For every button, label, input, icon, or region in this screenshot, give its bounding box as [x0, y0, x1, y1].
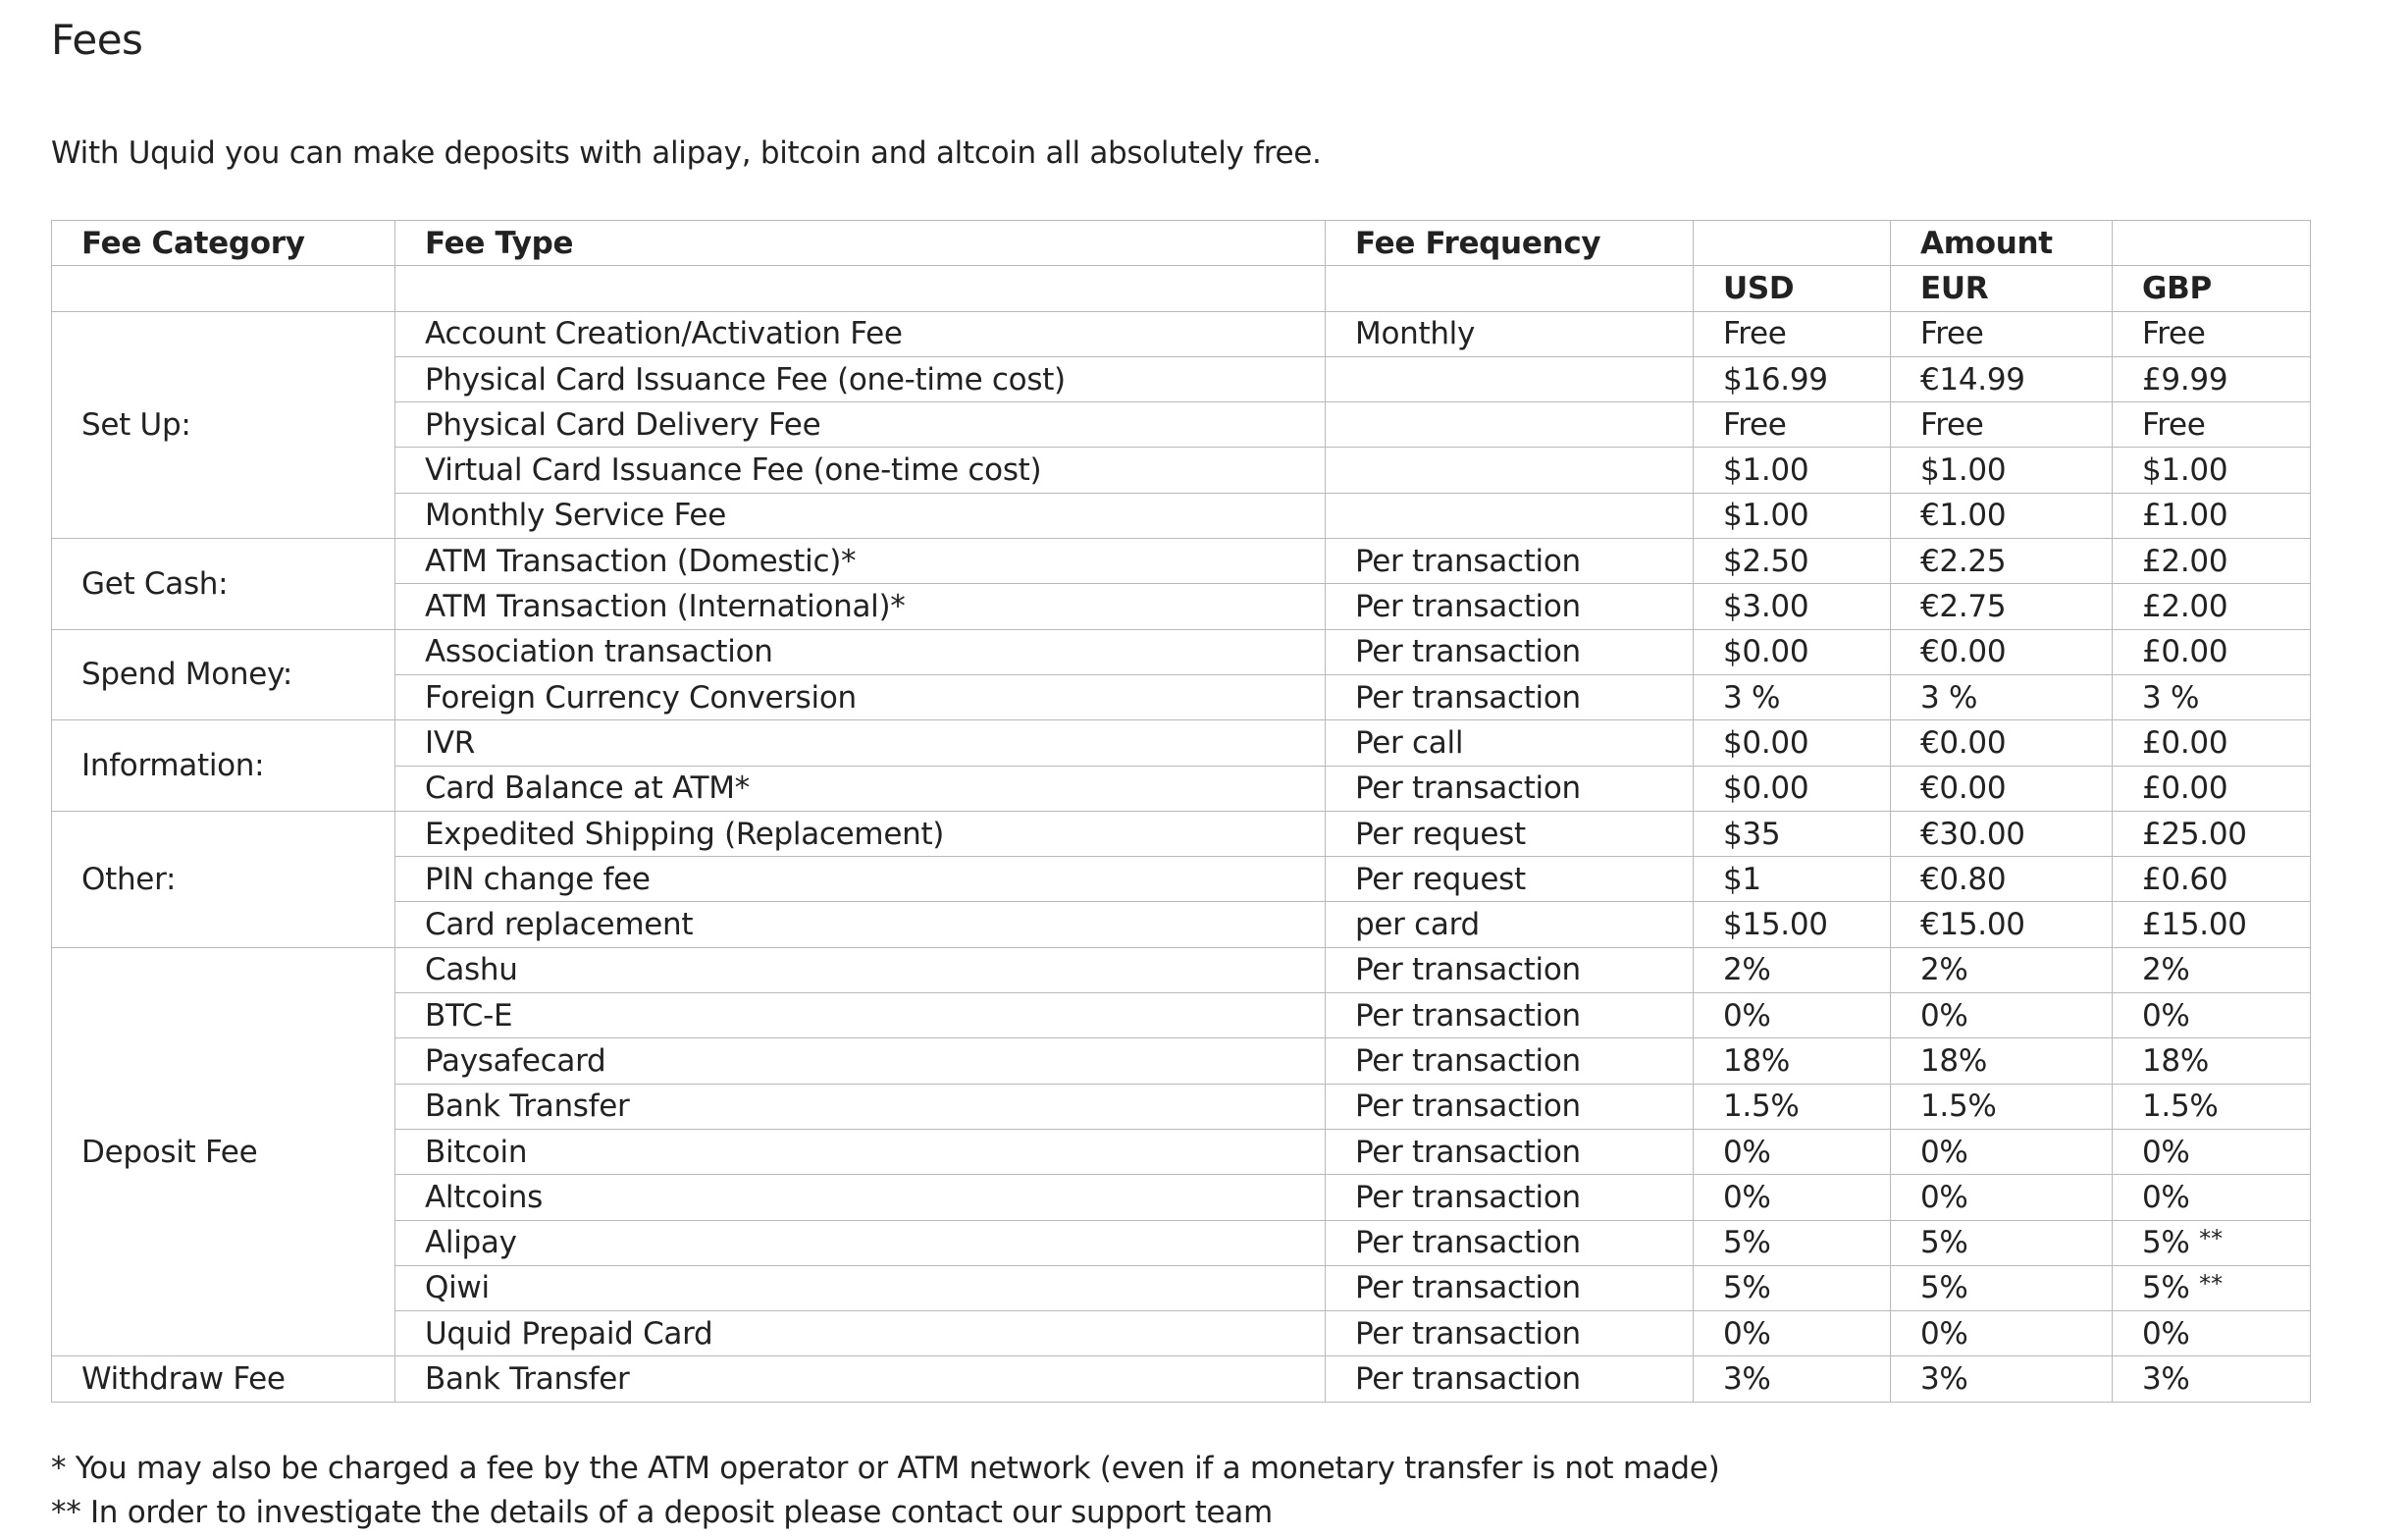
amount-gbp-value: $1.00	[2142, 452, 2228, 489]
fee-type-value: Foreign Currency Conversion	[425, 679, 857, 716]
fee-category-cell: Get Cash:	[52, 539, 395, 630]
amount-usd-value: $2.50	[1723, 543, 1809, 579]
fee-type-cell	[395, 1220, 1326, 1265]
amount-usd-cell	[1694, 1175, 1891, 1220]
fee-frequency-cell	[1326, 1311, 1694, 1356]
fee-type-cell	[395, 1175, 1326, 1220]
amount-gbp-value: £9.99	[2142, 361, 2228, 398]
amount-usd-cell	[1694, 584, 1891, 629]
amount-gbp-cell	[2113, 857, 2311, 902]
amount-gbp-cell	[2113, 629, 2311, 674]
amount-eur-value: Free	[1920, 316, 1984, 352]
amount-usd-value: 0%	[1723, 1134, 1771, 1170]
fee-frequency-value: per card	[1355, 907, 1480, 943]
fee-type-value: Physical Card Delivery Fee	[425, 406, 821, 443]
fee-frequency-value: Per transaction	[1355, 997, 1581, 1034]
amount-eur-value: 3 %	[1920, 679, 1978, 716]
fee-type-value: Virtual Card Issuance Fee (one-time cost)	[425, 452, 1042, 489]
table-row	[52, 629, 2311, 674]
amount-gbp-cell	[2113, 993, 2311, 1038]
footnote-marker: **	[2199, 1225, 2224, 1253]
amount-gbp-value: 2%	[2142, 952, 2190, 988]
amount-eur-value: Free	[1920, 406, 1984, 443]
amount-gbp-cell	[2113, 1311, 2311, 1356]
amount-usd-cell	[1694, 448, 1891, 493]
fee-frequency-cell	[1326, 1129, 1694, 1174]
amount-gbp-value: 3%	[2142, 1361, 2190, 1398]
amount-eur-cell	[1891, 1129, 2113, 1174]
fee-type-value: IVR	[425, 724, 475, 761]
footnote-deposit: ** In order to investigate the details of a deposit please contact our support team	[51, 1495, 1273, 1530]
fee-type-cell	[395, 902, 1326, 947]
amount-gbp-value: 1.5%	[2142, 1088, 2219, 1125]
amount-eur-cell	[1891, 1175, 2113, 1220]
amount-eur-value: €0.80	[1920, 861, 2007, 897]
amount-usd-value: $1	[1723, 861, 1761, 897]
amount-gbp-cell	[2113, 1265, 2311, 1310]
amount-eur-cell	[1891, 1084, 2113, 1129]
fee-frequency-cell	[1326, 766, 1694, 811]
amount-eur-value: 5%	[1920, 1225, 1968, 1261]
amount-usd-cell	[1694, 1220, 1891, 1265]
amount-gbp-cell	[2113, 1129, 2311, 1174]
amount-usd-value: $16.99	[1723, 361, 1828, 398]
fee-type-value: Bank Transfer	[425, 1361, 630, 1398]
amount-gbp-cell	[2113, 902, 2311, 947]
amount-eur-value: 0%	[1920, 1134, 1968, 1170]
amount-eur-value: 0%	[1920, 1179, 1968, 1215]
amount-gbp-value: £0.60	[2142, 861, 2228, 897]
fee-frequency-cell	[1326, 857, 1694, 902]
table-row	[52, 1356, 2311, 1402]
currency-header-row	[52, 266, 2311, 311]
amount-eur-cell	[1891, 356, 2113, 401]
amount-eur-value: €30.00	[1920, 816, 2025, 852]
amount-eur-cell	[1891, 947, 2113, 992]
fee-category-cell: Set Up:	[52, 311, 395, 538]
amount-gbp-value: 0%	[2142, 1134, 2190, 1170]
amount-usd-value: 0%	[1723, 997, 1771, 1034]
fee-type-cell	[395, 1311, 1326, 1356]
amount-usd-value: 18%	[1723, 1042, 1791, 1079]
amount-usd-value: 1.5%	[1723, 1088, 1800, 1125]
amount-gbp-value: £1.00	[2142, 498, 2228, 534]
fee-frequency-value: Per transaction	[1355, 679, 1581, 716]
amount-eur-cell	[1891, 493, 2113, 538]
fee-type-cell	[395, 493, 1326, 538]
amount-usd-value: 5%	[1723, 1225, 1771, 1261]
fee-type-value: ATM Transaction (Domestic)*	[425, 543, 857, 579]
fee-category-cell: Other:	[52, 811, 395, 947]
fee-type-value: Expedited Shipping (Replacement)	[425, 816, 945, 852]
amount-eur-value: €2.75	[1920, 589, 2007, 625]
fee-frequency-value: Per transaction	[1355, 1225, 1581, 1261]
fee-type-value: Cashu	[425, 952, 518, 988]
fee-frequency-cell	[1326, 947, 1694, 992]
fees-table	[51, 220, 2311, 1403]
amount-gbp-value: £0.00	[2142, 770, 2228, 807]
fee-category-cell: Spend Money:	[52, 629, 395, 720]
header-fee-category: Fee Category	[52, 221, 395, 266]
amount-gbp-cell	[2113, 947, 2311, 992]
amount-usd-value: $15.00	[1723, 907, 1828, 943]
amount-eur-cell	[1891, 993, 2113, 1038]
subheader-empty	[52, 266, 395, 311]
fee-frequency-value: Per transaction	[1355, 543, 1581, 579]
header-amount: Amount	[1891, 221, 2113, 266]
fee-frequency-value: Per request	[1355, 861, 1526, 897]
fee-frequency-cell	[1326, 356, 1694, 401]
fee-type-value: BTC-E	[425, 997, 513, 1034]
fee-frequency-value: Per transaction	[1355, 952, 1581, 988]
amount-eur-value: €0.00	[1920, 634, 2007, 670]
subheader-empty	[1326, 266, 1694, 311]
fee-type-cell	[395, 1356, 1326, 1402]
fee-category-cell: Deposit Fee	[52, 947, 395, 1356]
table-header-row	[52, 221, 2311, 266]
fee-type-value: Bank Transfer	[425, 1088, 630, 1125]
fee-frequency-value: Per transaction	[1355, 1361, 1581, 1398]
fee-type-value: Bitcoin	[425, 1134, 528, 1170]
fee-type-cell	[395, 674, 1326, 719]
fee-type-cell	[395, 356, 1326, 401]
amount-eur-value: $1.00	[1920, 452, 2007, 489]
fee-frequency-value: Per transaction	[1355, 1179, 1581, 1215]
fee-type-cell	[395, 947, 1326, 992]
amount-gbp-value: 5%	[2142, 1270, 2190, 1306]
fee-frequency-cell	[1326, 539, 1694, 584]
fee-frequency-cell	[1326, 629, 1694, 674]
amount-usd-value: 0%	[1723, 1315, 1771, 1352]
amount-gbp-value: £15.00	[2142, 907, 2247, 943]
fee-frequency-cell	[1326, 993, 1694, 1038]
amount-eur-value: 3%	[1920, 1361, 1968, 1398]
amount-gbp-cell	[2113, 356, 2311, 401]
table-row	[52, 311, 2311, 356]
fee-type-value: PIN change fee	[425, 861, 651, 897]
fee-frequency-cell	[1326, 902, 1694, 947]
amount-eur-value: €0.00	[1920, 770, 2007, 807]
fee-type-value: Association transaction	[425, 634, 773, 670]
amount-usd-value: $3.00	[1723, 589, 1809, 625]
amount-eur-cell	[1891, 1038, 2113, 1084]
amount-eur-cell	[1891, 539, 2113, 584]
amount-gbp-cell	[2113, 1175, 2311, 1220]
fee-category-cell: Withdraw Fee	[52, 1356, 395, 1402]
fee-frequency-value: Per request	[1355, 816, 1526, 852]
amount-usd-value: Free	[1723, 316, 1787, 352]
amount-eur-cell	[1891, 1220, 2113, 1265]
fee-frequency-cell	[1326, 720, 1694, 766]
fee-type-value: Account Creation/Activation Fee	[425, 316, 903, 352]
amount-usd-value: $0.00	[1723, 634, 1809, 670]
amount-gbp-value: 0%	[2142, 1179, 2190, 1215]
amount-usd-cell	[1694, 356, 1891, 401]
intro-text: With Uquid you can make deposits with alipay, bitcoin and altcoin all absolutely free.	[51, 135, 1322, 171]
fee-frequency-cell	[1326, 493, 1694, 538]
fee-type-cell	[395, 1084, 1326, 1129]
amount-gbp-value: £2.00	[2142, 589, 2228, 625]
amount-eur-cell	[1891, 857, 2113, 902]
amount-usd-value: $0.00	[1723, 770, 1809, 807]
amount-eur-value: 2%	[1920, 952, 1968, 988]
amount-eur-cell	[1891, 766, 2113, 811]
amount-gbp-cell	[2113, 1220, 2311, 1265]
fee-frequency-value: Per transaction	[1355, 1042, 1581, 1079]
fee-type-cell	[395, 1038, 1326, 1084]
fee-frequency-value: Per transaction	[1355, 589, 1581, 625]
amount-eur-cell	[1891, 584, 2113, 629]
footnote-marker: **	[2199, 1270, 2224, 1299]
amount-usd-value: $0.00	[1723, 724, 1809, 761]
subheader-empty	[395, 266, 1326, 311]
table-row	[52, 720, 2311, 766]
fee-frequency-cell	[1326, 1175, 1694, 1220]
fee-type-cell	[395, 857, 1326, 902]
fee-type-value: Physical Card Issuance Fee (one-time cost)	[425, 361, 1066, 398]
table-row	[52, 947, 2311, 992]
amount-gbp-cell	[2113, 584, 2311, 629]
amount-eur-cell	[1891, 311, 2113, 356]
footnotes	[51, 1447, 1719, 1535]
amount-usd-value: Free	[1723, 406, 1787, 443]
currency-gbp: GBP	[2113, 266, 2311, 311]
fee-type-cell	[395, 539, 1326, 584]
fee-type-cell	[395, 448, 1326, 493]
amount-usd-cell	[1694, 311, 1891, 356]
fee-type-cell	[395, 311, 1326, 356]
fee-frequency-value: Per transaction	[1355, 1088, 1581, 1125]
amount-eur-cell	[1891, 674, 2113, 719]
fee-type-cell	[395, 811, 1326, 856]
amount-eur-value: 0%	[1920, 1315, 1968, 1352]
fee-type-value: Uquid Prepaid Card	[425, 1315, 713, 1352]
amount-eur-value: €14.99	[1920, 361, 2025, 398]
fee-type-value: Qiwi	[425, 1270, 490, 1306]
amount-usd-value: $1.00	[1723, 452, 1809, 489]
fee-frequency-cell	[1326, 1356, 1694, 1402]
amount-eur-value: €1.00	[1920, 498, 2007, 534]
amount-usd-cell	[1694, 1356, 1891, 1402]
page-title: Fees	[51, 16, 143, 64]
fee-category-cell: Information:	[52, 720, 395, 812]
amount-usd-cell	[1694, 993, 1891, 1038]
amount-eur-value: 0%	[1920, 997, 1968, 1034]
amount-usd-value: 5%	[1723, 1270, 1771, 1306]
amount-eur-cell	[1891, 811, 2113, 856]
fee-frequency-value: Per transaction	[1355, 634, 1581, 670]
amount-gbp-value: £2.00	[2142, 543, 2228, 579]
fee-frequency-cell	[1326, 1038, 1694, 1084]
fee-type-cell	[395, 1265, 1326, 1310]
fee-frequency-cell	[1326, 811, 1694, 856]
fee-frequency-cell	[1326, 311, 1694, 356]
amount-usd-value: 3%	[1723, 1361, 1771, 1398]
fee-frequency-cell	[1326, 448, 1694, 493]
header-empty-gbp	[2113, 221, 2311, 266]
amount-eur-cell	[1891, 1356, 2113, 1402]
amount-eur-value: €15.00	[1920, 907, 2025, 943]
amount-eur-value: 1.5%	[1920, 1088, 1997, 1125]
table-row	[52, 811, 2311, 856]
amount-eur-value: €0.00	[1920, 724, 2007, 761]
amount-gbp-value: 5%	[2142, 1225, 2190, 1261]
amount-eur-cell	[1891, 629, 2113, 674]
amount-gbp-cell	[2113, 539, 2311, 584]
fee-frequency-value: Monthly	[1355, 316, 1476, 352]
amount-usd-cell	[1694, 402, 1891, 448]
amount-gbp-cell	[2113, 720, 2311, 766]
amount-gbp-cell	[2113, 311, 2311, 356]
header-empty-usd	[1694, 221, 1891, 266]
amount-usd-cell	[1694, 1265, 1891, 1310]
fee-type-cell	[395, 584, 1326, 629]
fee-type-value: Card replacement	[425, 907, 694, 943]
amount-eur-cell	[1891, 720, 2113, 766]
amount-eur-cell	[1891, 902, 2113, 947]
amount-gbp-cell	[2113, 1356, 2311, 1402]
amount-gbp-cell	[2113, 402, 2311, 448]
fee-frequency-value: Per transaction	[1355, 1134, 1581, 1170]
fee-frequency-value: Per transaction	[1355, 1270, 1581, 1306]
amount-usd-cell	[1694, 493, 1891, 538]
fee-type-value: Paysafecard	[425, 1042, 606, 1079]
amount-gbp-cell	[2113, 811, 2311, 856]
fee-frequency-cell	[1326, 1265, 1694, 1310]
fee-type-value: Card Balance at ATM*	[425, 770, 750, 807]
amount-eur-cell	[1891, 1265, 2113, 1310]
amount-gbp-value: £0.00	[2142, 724, 2228, 761]
fee-frequency-cell	[1326, 402, 1694, 448]
fees-table-body	[52, 311, 2311, 1402]
amount-usd-value: 3 %	[1723, 679, 1781, 716]
amount-usd-value: $35	[1723, 816, 1781, 852]
fee-frequency-cell	[1326, 674, 1694, 719]
fee-type-cell	[395, 766, 1326, 811]
amount-usd-cell	[1694, 766, 1891, 811]
amount-eur-cell	[1891, 1311, 2113, 1356]
fee-frequency-cell	[1326, 1084, 1694, 1129]
amount-usd-cell	[1694, 947, 1891, 992]
header-fee-type: Fee Type	[395, 221, 1326, 266]
amount-gbp-cell	[2113, 766, 2311, 811]
amount-eur-cell	[1891, 402, 2113, 448]
currency-usd: USD	[1694, 266, 1891, 311]
amount-usd-cell	[1694, 720, 1891, 766]
amount-usd-cell	[1694, 902, 1891, 947]
fee-type-cell	[395, 993, 1326, 1038]
amount-gbp-cell	[2113, 674, 2311, 719]
amount-usd-cell	[1694, 857, 1891, 902]
amount-eur-value: 5%	[1920, 1270, 1968, 1306]
fee-type-cell	[395, 1129, 1326, 1174]
amount-usd-cell	[1694, 1311, 1891, 1356]
amount-usd-cell	[1694, 1038, 1891, 1084]
fee-frequency-cell	[1326, 584, 1694, 629]
amount-gbp-value: 0%	[2142, 1315, 2190, 1352]
amount-gbp-cell	[2113, 448, 2311, 493]
fee-frequency-value: Per transaction	[1355, 770, 1581, 807]
amount-gbp-value: 3 %	[2142, 679, 2200, 716]
fee-type-cell	[395, 720, 1326, 766]
amount-gbp-value: 0%	[2142, 997, 2190, 1034]
amount-gbp-cell	[2113, 1084, 2311, 1129]
amount-usd-value: 2%	[1723, 952, 1771, 988]
fee-type-cell	[395, 402, 1326, 448]
amount-usd-value: 0%	[1723, 1179, 1771, 1215]
amount-gbp-cell	[2113, 1038, 2311, 1084]
header-fee-frequency: Fee Frequency	[1326, 221, 1694, 266]
amount-gbp-value: 18%	[2142, 1042, 2210, 1079]
amount-gbp-value: Free	[2142, 406, 2206, 443]
amount-gbp-value: £25.00	[2142, 816, 2247, 852]
amount-usd-cell	[1694, 1129, 1891, 1174]
amount-usd-cell	[1694, 1084, 1891, 1129]
amount-usd-cell	[1694, 811, 1891, 856]
amount-gbp-value: Free	[2142, 316, 2206, 352]
amount-usd-cell	[1694, 629, 1891, 674]
fee-type-cell	[395, 629, 1326, 674]
fee-type-value: ATM Transaction (International)*	[425, 589, 906, 625]
fee-type-value: Altcoins	[425, 1179, 543, 1215]
footnote-atm: * You may also be charged a fee by the ATM operator or ATM network (even if a monetary transfer is not made)	[51, 1451, 1720, 1486]
amount-eur-cell	[1891, 448, 2113, 493]
table-row	[52, 539, 2311, 584]
amount-eur-value: €2.25	[1920, 543, 2007, 579]
fee-frequency-value: Per call	[1355, 724, 1464, 761]
amount-usd-cell	[1694, 674, 1891, 719]
fee-frequency-value: Per transaction	[1355, 1315, 1581, 1352]
amount-usd-value: $1.00	[1723, 498, 1809, 534]
fee-frequency-cell	[1326, 1220, 1694, 1265]
amount-usd-cell	[1694, 539, 1891, 584]
amount-gbp-value: £0.00	[2142, 634, 2228, 670]
amount-gbp-cell	[2113, 493, 2311, 538]
currency-eur: EUR	[1891, 266, 2113, 311]
fee-type-value: Monthly Service Fee	[425, 498, 726, 534]
fee-type-value: Alipay	[425, 1225, 517, 1261]
amount-eur-value: 18%	[1920, 1042, 1988, 1079]
